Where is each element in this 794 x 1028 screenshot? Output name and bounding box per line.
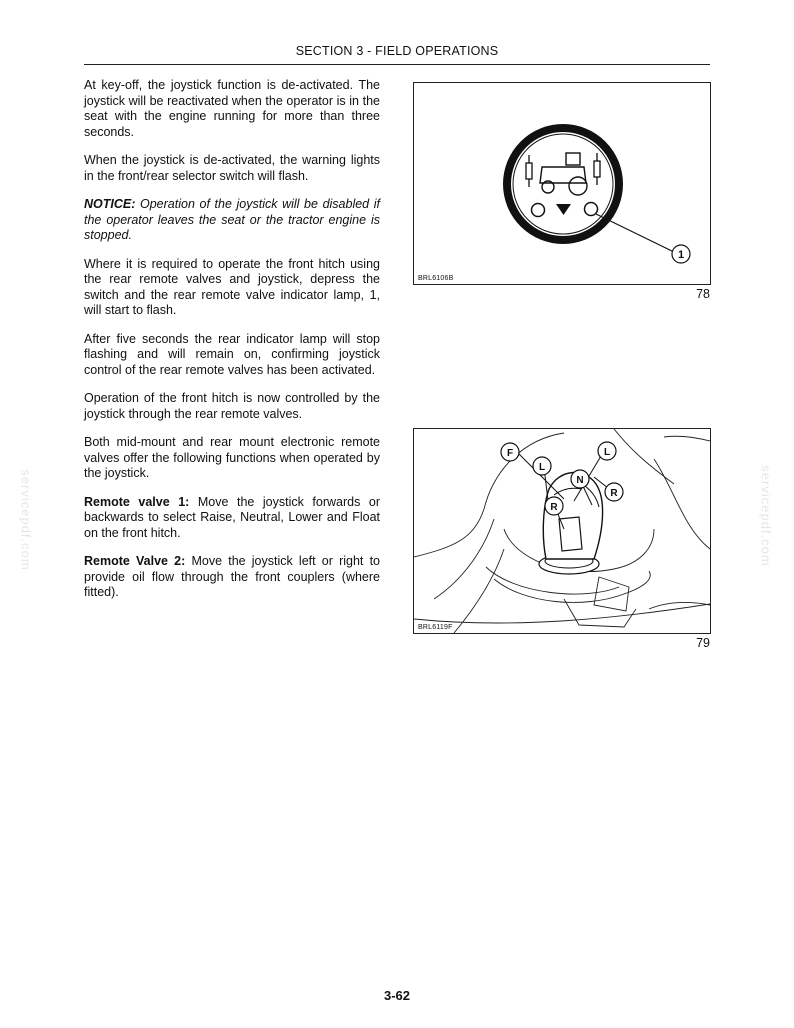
callout-1: 1 [677, 249, 685, 261]
joystick-illustration [414, 429, 710, 633]
figure-79-code: BRL6119F [418, 624, 453, 631]
selector-arrow-icon [556, 204, 571, 215]
remote-valve-1-text: Move the joystick forwards or backwards to select Raise, Neutral, Lower and Float on the front hitch. [84, 494, 380, 540]
callout-r-left: R [550, 502, 558, 513]
remote-valve-2-text: Move the joystick left or right to provide oil flow through the front couplers (where fitted). [84, 554, 380, 599]
paragraph-front-hitch-switch: Where it is required to operate the front hitch using the rear remote valves and joystick, depress the switch and the rear remote valve indicator lamp, 1, will start to flash. [84, 256, 380, 317]
hydraulic-cylinder-left-icon [526, 155, 532, 187]
page-number: 3-62 [383, 988, 411, 1003]
paragraph-remote-valve-2 [84, 554, 380, 601]
callout-n: N [576, 475, 584, 486]
tractor-icon [540, 153, 587, 195]
selector-switch-illustration [414, 83, 710, 284]
header-rule [84, 64, 710, 65]
figure-78-selector-switch [413, 82, 711, 285]
notice-label: NOTICE: [84, 197, 136, 211]
figure-79-number: 79 [696, 636, 710, 650]
paragraph-remote-valve-1 [84, 495, 380, 542]
section-header: SECTION 3 - FIELD OPERATIONS [295, 44, 499, 58]
paragraph-remote-valves: Both mid-mount and rear mount electronic remote valves offer the following functions when operated by the joystick. [84, 435, 380, 480]
paragraph-indicator-lamp: After five seconds the rear indicator lamp will stop flashing and will remain on, confirming joystick control of the rear remote valves has been activated. [84, 331, 380, 377]
paragraph-joystick-deactivation: At key-off, the joystick function is de-activated. The joystick will be reactivated when the operator is in the seat with the engine running for more than three seconds. [84, 78, 380, 139]
paragraph-warning-lights: When the joystick is de-activated, the warning lights in the front/rear selector switch will flash. [84, 153, 380, 183]
remote-valve-1-label: Remote valve 1: [84, 494, 190, 509]
callout-f: F [506, 448, 514, 459]
front-indicator-lamp [532, 204, 545, 217]
body-text-column [84, 78, 380, 614]
remote-valve-2-label: Remote Valve 2: [84, 554, 186, 568]
figure-78-code: BRL6106B [418, 275, 454, 282]
paragraph-front-hitch-control: Operation of the front hitch is now controlled by the joystick through the rear remote valves. [84, 391, 380, 421]
figure-78-number: 78 [696, 287, 710, 301]
callout-r-right: R [610, 488, 618, 499]
notice-paragraph [84, 197, 380, 244]
figure-79-joystick [413, 428, 711, 634]
rear-indicator-lamp [585, 203, 598, 216]
callout-l-left: L [538, 462, 546, 473]
watermark-left: servicepdf.com [18, 469, 34, 571]
watermark-right: servicepdf.com [758, 465, 774, 567]
notice-text: Operation of the joystick will be disabled if the operator leaves the seat or the tractor engine is stopped. [84, 197, 380, 242]
callout-l-right: L [603, 447, 611, 458]
hydraulic-cylinder-right-icon [594, 153, 600, 185]
